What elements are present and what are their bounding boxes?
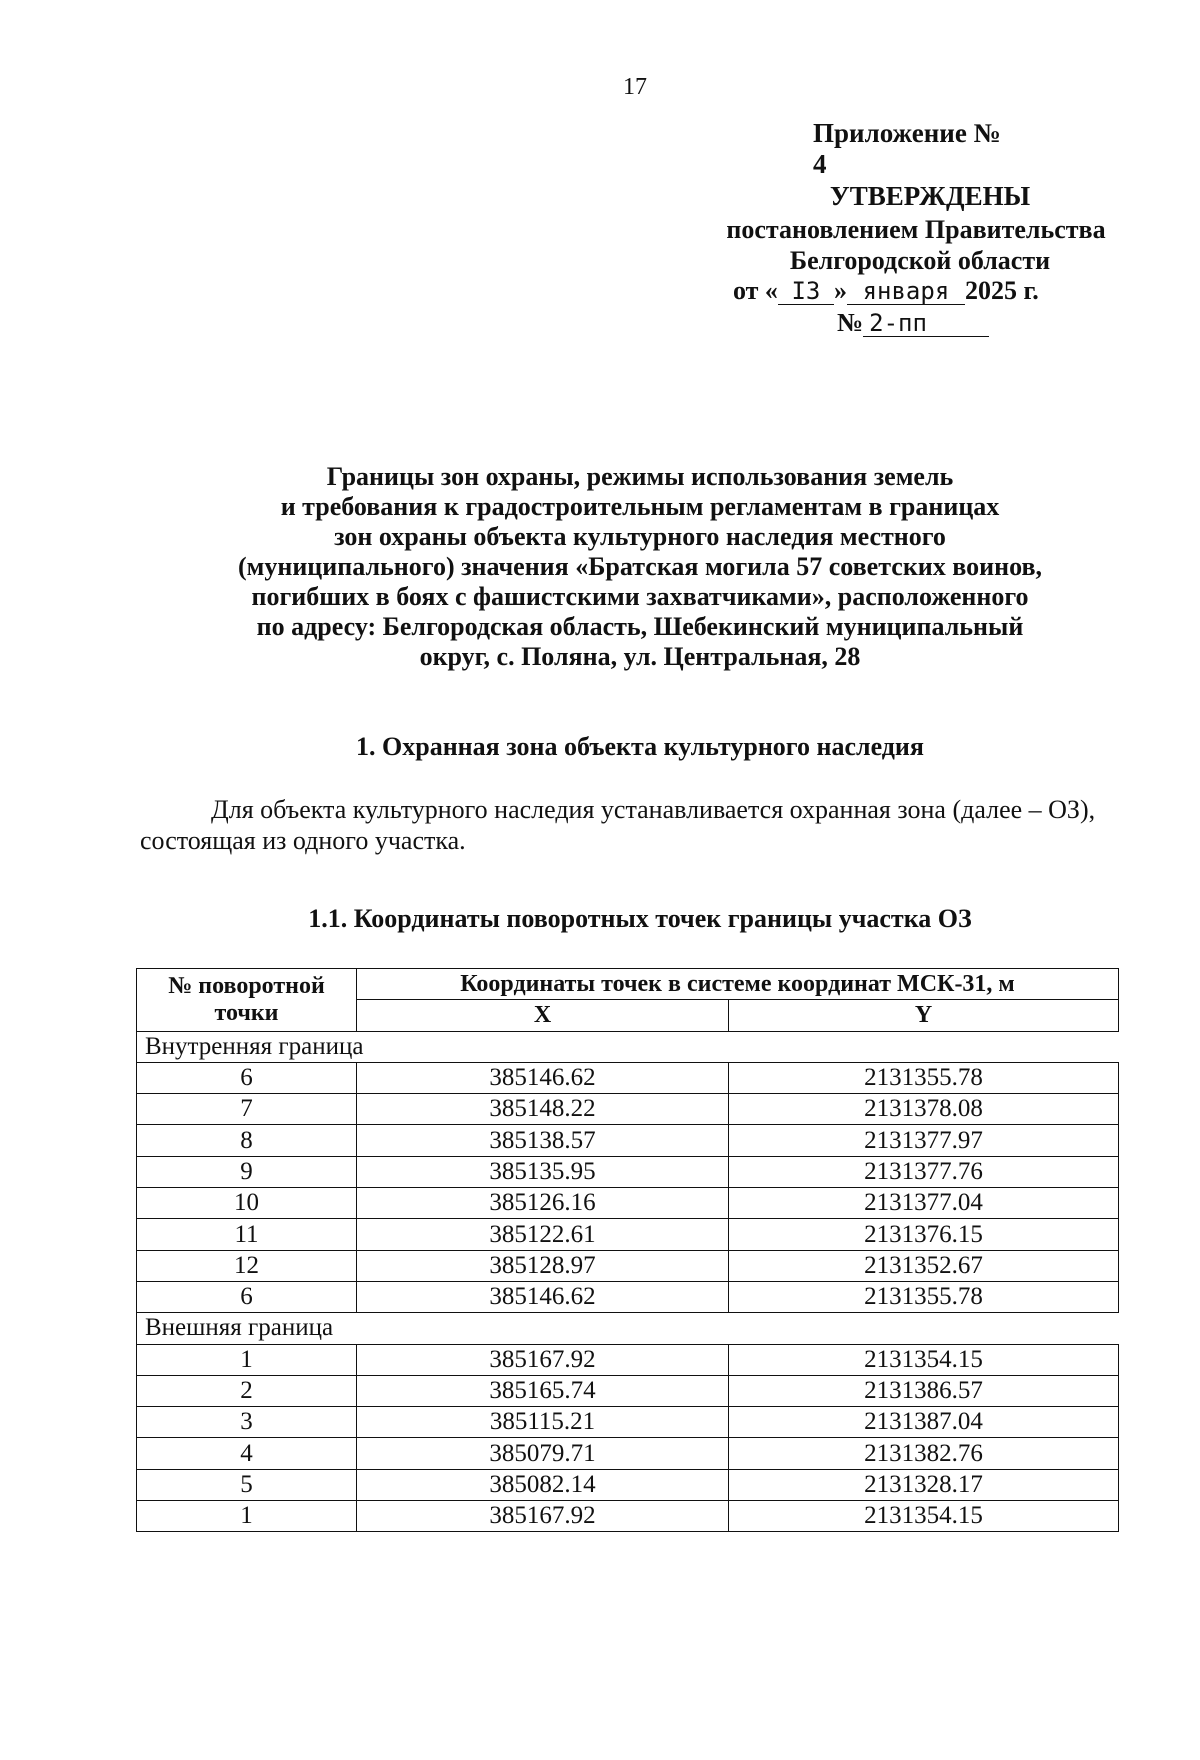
coord-x: 385138.57 — [357, 1125, 729, 1156]
coord-x: 385122.61 — [357, 1219, 729, 1250]
title-line: погибших в боях с фашистскими захватчиками», расположенного — [251, 582, 1029, 611]
coord-x: 385126.16 — [357, 1188, 729, 1219]
table-row — [137, 1188, 1119, 1219]
coord-x: 385148.22 — [357, 1094, 729, 1125]
coordinates-body — [137, 1031, 1119, 1532]
number-value: 2-пп — [863, 310, 989, 337]
point-number: 10 — [137, 1188, 357, 1219]
approved-by: постановлением Правительства — [726, 215, 1106, 244]
table-row — [137, 1344, 1119, 1375]
coordinates-table — [136, 968, 1119, 1532]
approval-number — [837, 308, 989, 338]
coord-x: 385082.14 — [357, 1469, 729, 1500]
coord-y: 2131377.97 — [729, 1125, 1119, 1156]
table-heading: 1.1. Координаты поворотных точек границы участка ОЗ — [308, 904, 972, 933]
date-mid: » — [833, 276, 847, 305]
group-label: Внешняя граница — [137, 1313, 1119, 1344]
date-month: января — [847, 278, 965, 305]
point-number: 3 — [137, 1407, 357, 1438]
date-year: 2025 г. — [964, 276, 1039, 305]
point-number: 6 — [137, 1062, 357, 1093]
table-row — [137, 1501, 1119, 1532]
appendix-label: Приложение № 4 — [813, 118, 1001, 179]
date-prefix: от « — [733, 276, 778, 305]
title-line: округ, с. Поляна, ул. Центральная, 28 — [419, 642, 861, 671]
table-row — [137, 1469, 1119, 1500]
coord-y: 2131387.04 — [729, 1407, 1119, 1438]
intro-paragraph: Для объекта культурного наследия устанавливается охранная зона (далее – ОЗ), состоящая из одного участка. — [140, 795, 1096, 855]
point-number: 7 — [137, 1094, 357, 1125]
title-line: и требования к градостроительным регламентам в границах — [280, 492, 1000, 521]
point-number: 12 — [137, 1250, 357, 1281]
point-number: 9 — [137, 1156, 357, 1187]
approved-region: Белгородской области — [789, 246, 1051, 275]
coord-x: 385167.92 — [357, 1344, 729, 1375]
title-line: зон охраны объекта культурного наследия местного — [334, 522, 946, 551]
coord-y: 2131355.78 — [729, 1062, 1119, 1093]
coord-x: 385167.92 — [357, 1501, 729, 1532]
table-row — [137, 1125, 1119, 1156]
table-row — [137, 1407, 1119, 1438]
coord-y: 2131378.08 — [729, 1094, 1119, 1125]
coord-y: 2131355.78 — [729, 1281, 1119, 1312]
table-group-row — [137, 1031, 1119, 1062]
coord-y: 2131328.17 — [729, 1469, 1119, 1500]
approval-date — [733, 276, 1039, 306]
table-row — [137, 1281, 1119, 1312]
point-number: 4 — [137, 1438, 357, 1469]
point-number: 1 — [137, 1344, 357, 1375]
coord-y: 2131386.57 — [729, 1375, 1119, 1406]
coord-x: 385146.62 — [357, 1281, 729, 1312]
point-number: 2 — [137, 1375, 357, 1406]
page-number: 17 — [623, 74, 647, 100]
table-row — [137, 1062, 1119, 1093]
coord-y: 2131354.15 — [729, 1344, 1119, 1375]
col-x-header: X — [357, 1000, 729, 1031]
table-group-row — [137, 1313, 1119, 1344]
group-label: Внутренняя граница — [137, 1031, 1119, 1062]
coord-y: 2131377.04 — [729, 1188, 1119, 1219]
table-row — [137, 1375, 1119, 1406]
coord-y: 2131354.15 — [729, 1501, 1119, 1532]
title-line: (муниципального) значения «Братская могила 57 советских воинов, — [237, 552, 1043, 581]
document-title — [140, 462, 1140, 672]
coord-y: 2131376.15 — [729, 1219, 1119, 1250]
table-row — [137, 1094, 1119, 1125]
coord-y: 2131352.67 — [729, 1250, 1119, 1281]
number-prefix: № — [837, 308, 864, 337]
coord-x: 385115.21 — [357, 1407, 729, 1438]
col-point-header: № поворотной точки — [137, 969, 357, 1032]
coord-y: 2131382.76 — [729, 1438, 1119, 1469]
date-day: I3 — [778, 278, 834, 305]
approved-title: УТВЕРЖДЕНЫ — [829, 181, 1031, 211]
coord-x: 385165.74 — [357, 1375, 729, 1406]
coord-x: 385146.62 — [357, 1062, 729, 1093]
point-number: 6 — [137, 1281, 357, 1312]
table-row — [137, 1219, 1119, 1250]
table-row — [137, 1438, 1119, 1469]
title-line: по адресу: Белгородская область, Шебекинский муниципальный — [256, 612, 1024, 641]
table-row — [137, 1156, 1119, 1187]
coord-x: 385135.95 — [357, 1156, 729, 1187]
coord-y: 2131377.76 — [729, 1156, 1119, 1187]
table-row — [137, 1250, 1119, 1281]
coord-x: 385128.97 — [357, 1250, 729, 1281]
point-number: 5 — [137, 1469, 357, 1500]
col-coords-header: Координаты точек в системе координат МСК-31, м — [357, 969, 1119, 1000]
point-number: 1 — [137, 1501, 357, 1532]
title-line: Границы зон охраны, режимы использования земель — [326, 462, 954, 491]
section-heading: 1. Охранная зона объекта культурного наследия — [356, 732, 924, 761]
col-y-header: Y — [729, 1000, 1119, 1031]
coord-x: 385079.71 — [357, 1438, 729, 1469]
point-number: 11 — [137, 1219, 357, 1250]
point-number: 8 — [137, 1125, 357, 1156]
